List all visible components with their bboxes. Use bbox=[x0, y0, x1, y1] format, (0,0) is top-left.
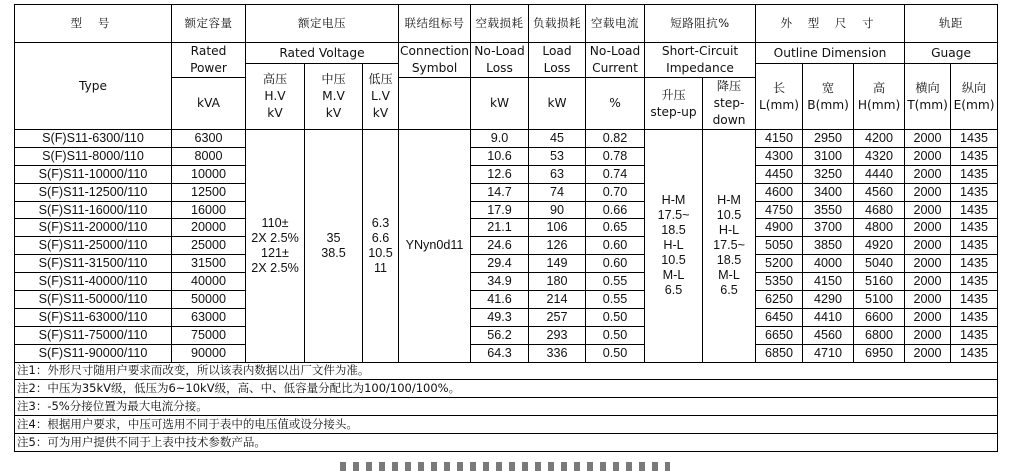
load-loss-line-1: Load bbox=[542, 44, 572, 58]
table-row bbox=[15, 130, 998, 148]
cell-length: 4900 bbox=[756, 219, 803, 237]
transformer-spec-table bbox=[14, 4, 998, 452]
table-row bbox=[15, 255, 998, 273]
cell-length: 6650 bbox=[756, 326, 803, 344]
cell-step-up-line: 18.5 bbox=[661, 223, 686, 238]
cell-power: 50000 bbox=[172, 291, 246, 309]
cell-step-down-line: H-M bbox=[717, 193, 741, 208]
cell-longitudinal: 1435 bbox=[951, 308, 998, 326]
hv-unit: kV bbox=[267, 106, 283, 120]
cell-hv-line: 2X 2.5% bbox=[251, 260, 299, 275]
cell-no-load-current: 0.50 bbox=[586, 308, 645, 326]
transverse-cn: 横向 bbox=[915, 80, 940, 95]
cell-no-load-current: 0.66 bbox=[586, 201, 645, 219]
cell-transverse: 2000 bbox=[905, 273, 951, 291]
cell-step-up bbox=[645, 130, 703, 363]
cell-step-up-line: 17.5~ bbox=[657, 208, 690, 223]
cell-mv-line: 35 bbox=[326, 230, 341, 245]
cell-step-down-line: M-L bbox=[718, 268, 740, 283]
cell-power: 25000 bbox=[172, 237, 246, 255]
cell-load-loss: 149 bbox=[529, 255, 586, 273]
cell-hv-line: 121± bbox=[261, 245, 289, 260]
cell-load-loss: 214 bbox=[529, 291, 586, 309]
cell-transverse: 2000 bbox=[905, 291, 951, 309]
cell-length: 6450 bbox=[756, 308, 803, 326]
cell-lv-line: 10.5 bbox=[368, 245, 393, 260]
cell-transverse: 2000 bbox=[905, 219, 951, 237]
header-type-en: Type bbox=[15, 43, 172, 130]
cell-height: 6600 bbox=[854, 308, 905, 326]
step-up-en: step-up bbox=[650, 104, 697, 119]
cell-no-load-current: 0.60 bbox=[586, 237, 645, 255]
mv-en: M.V bbox=[322, 89, 345, 103]
header-mv bbox=[305, 64, 363, 130]
header-height bbox=[854, 64, 905, 130]
header-no-load-current-cn: 空载电流 bbox=[586, 5, 645, 43]
cell-length: 4300 bbox=[756, 147, 803, 165]
cell-load-loss: 90 bbox=[529, 201, 586, 219]
cell-step-up-line: 6.5 bbox=[664, 283, 683, 298]
note-row bbox=[15, 398, 998, 416]
cell-length: 6250 bbox=[756, 291, 803, 309]
cell-height: 4560 bbox=[854, 183, 905, 201]
cell-no-load-current: 0.55 bbox=[586, 291, 645, 309]
cell-width: 4150 bbox=[803, 273, 854, 291]
cell-load-loss: 126 bbox=[529, 237, 586, 255]
cell-no-load-loss: 49.3 bbox=[471, 308, 529, 326]
cell-type: S(F)S11-8000/110 bbox=[15, 147, 172, 165]
cell-transverse: 2000 bbox=[905, 147, 951, 165]
cell-length: 6850 bbox=[756, 344, 803, 362]
cell-type: S(F)S11-25000/110 bbox=[15, 237, 172, 255]
cell-step-down-line: 18.5 bbox=[716, 253, 742, 268]
cropped-caption-fragment bbox=[340, 462, 670, 471]
note-text: 注5：可为用户提供不同于上表中技术参数产品。 bbox=[15, 433, 998, 451]
cell-power: 6300 bbox=[172, 130, 246, 148]
no-load-loss-line-2: Loss bbox=[486, 61, 513, 75]
header-impedance-cn: 短路阻抗% bbox=[645, 5, 756, 43]
cell-height: 5040 bbox=[854, 255, 905, 273]
cell-width: 3400 bbox=[803, 183, 854, 201]
cell-load-loss: 180 bbox=[529, 273, 586, 291]
header-rated-power-cn: 额定容量 bbox=[172, 5, 246, 43]
cell-step-down-line: H-L bbox=[718, 223, 740, 238]
cell-width: 4410 bbox=[803, 308, 854, 326]
cell-lv bbox=[363, 130, 399, 363]
header-step-up bbox=[645, 78, 703, 130]
unit-connection-blank bbox=[399, 78, 471, 130]
cell-power: 90000 bbox=[172, 344, 246, 362]
cell-type: S(F)S11-40000/110 bbox=[15, 273, 172, 291]
step-up-cn: 升压 bbox=[661, 87, 686, 102]
cell-longitudinal: 1435 bbox=[951, 201, 998, 219]
lv-cn: 低压 bbox=[368, 72, 393, 86]
cell-no-load-current: 0.74 bbox=[586, 165, 645, 183]
cell-lv-line: 6.6 bbox=[371, 230, 390, 245]
cell-longitudinal: 1435 bbox=[951, 273, 998, 291]
cell-step-up-line: 10.5 bbox=[661, 253, 686, 268]
cell-height: 6800 bbox=[854, 326, 905, 344]
cell-hv-line: 2X 2.5% bbox=[251, 230, 299, 245]
table-row bbox=[15, 344, 998, 362]
cell-mv-line: 38.5 bbox=[321, 245, 346, 260]
unit-no-load-loss: kW bbox=[471, 78, 529, 130]
table-row bbox=[15, 183, 998, 201]
table-row bbox=[15, 326, 998, 344]
cell-no-load-current: 0.50 bbox=[586, 344, 645, 362]
cell-power: 31500 bbox=[172, 255, 246, 273]
cell-lv-line: 6.3 bbox=[371, 215, 390, 230]
cell-step-up-line: H-M bbox=[661, 193, 686, 208]
cell-load-loss: 257 bbox=[529, 308, 586, 326]
cell-no-load-loss: 9.0 bbox=[471, 130, 529, 148]
header-no-load-current-en bbox=[586, 43, 645, 78]
cell-transverse: 2000 bbox=[905, 308, 951, 326]
header-longitudinal bbox=[951, 64, 998, 130]
cell-load-loss: 336 bbox=[529, 344, 586, 362]
cell-height: 4200 bbox=[854, 130, 905, 148]
cell-no-load-loss: 29.4 bbox=[471, 255, 529, 273]
cell-load-loss: 53 bbox=[529, 147, 586, 165]
cell-load-loss: 293 bbox=[529, 326, 586, 344]
cell-hv-line: 110± bbox=[261, 215, 289, 230]
cell-power: 20000 bbox=[172, 219, 246, 237]
cell-longitudinal: 1435 bbox=[951, 291, 998, 309]
header-row-english bbox=[15, 43, 998, 64]
header-lv bbox=[363, 64, 399, 130]
cell-height: 4920 bbox=[854, 237, 905, 255]
cell-width: 3550 bbox=[803, 201, 854, 219]
cell-type: S(F)S11-63000/110 bbox=[15, 308, 172, 326]
cell-type: S(F)S11-31500/110 bbox=[15, 255, 172, 273]
unit-power: kVA bbox=[172, 78, 246, 130]
cell-hv bbox=[246, 130, 305, 363]
cell-no-load-loss: 41.6 bbox=[471, 291, 529, 309]
mv-cn: 中压 bbox=[321, 72, 346, 86]
note-text: 注4：根据用户要求，中压可选用不同于表中的电压值或设分接头。 bbox=[15, 415, 998, 433]
cell-type: S(F)S11-90000/110 bbox=[15, 344, 172, 362]
impedance-line-1: Short-Circuit bbox=[661, 44, 739, 58]
table-row bbox=[15, 165, 998, 183]
header-no-load-loss-cn: 空载损耗 bbox=[471, 5, 529, 43]
cell-longitudinal: 1435 bbox=[951, 326, 998, 344]
header-width bbox=[803, 64, 854, 130]
cell-height: 4680 bbox=[854, 201, 905, 219]
cell-no-load-loss: 21.1 bbox=[471, 219, 529, 237]
header-gauge-cn: 轨距 bbox=[905, 5, 998, 43]
cell-type: S(F)S11-12500/110 bbox=[15, 183, 172, 201]
header-outline-en: Outline Dimension bbox=[756, 43, 905, 64]
cell-width: 4000 bbox=[803, 255, 854, 273]
header-load-loss-cn: 负载损耗 bbox=[529, 5, 586, 43]
cell-power: 16000 bbox=[172, 201, 246, 219]
no-load-current-line-2: Current bbox=[592, 61, 638, 75]
cell-height: 4440 bbox=[854, 165, 905, 183]
cell-transverse: 2000 bbox=[905, 237, 951, 255]
cell-step-down bbox=[703, 130, 756, 363]
header-step-down bbox=[703, 78, 756, 130]
height-en: H(mm) bbox=[857, 97, 901, 112]
cell-transverse: 2000 bbox=[905, 255, 951, 273]
lv-unit: kV bbox=[372, 106, 389, 120]
hv-en: H.V bbox=[264, 89, 286, 103]
longitudinal-cn: 纵向 bbox=[961, 80, 987, 95]
cell-transverse: 2000 bbox=[905, 344, 951, 362]
cell-longitudinal: 1435 bbox=[951, 183, 998, 201]
table-row bbox=[15, 291, 998, 309]
table-row bbox=[15, 147, 998, 165]
header-connection-cn: 联结组标号 bbox=[399, 5, 471, 43]
hv-cn: 高压 bbox=[262, 72, 288, 86]
cell-type: S(F)S11-10000/110 bbox=[15, 165, 172, 183]
width-cn: 宽 bbox=[821, 80, 835, 95]
lv-en: L.V bbox=[371, 89, 391, 103]
length-cn: 长 bbox=[772, 80, 786, 95]
note-row bbox=[15, 380, 998, 398]
step-down-cn: 降压 bbox=[716, 79, 742, 93]
cell-type: S(F)S11-50000/110 bbox=[15, 291, 172, 309]
step-down-en-1: step- bbox=[713, 96, 745, 110]
cell-no-load-loss: 34.9 bbox=[471, 273, 529, 291]
cell-length: 5050 bbox=[756, 237, 803, 255]
cell-step-up-line: M-L bbox=[662, 268, 685, 283]
note-row bbox=[15, 433, 998, 451]
table-row bbox=[15, 308, 998, 326]
header-rated-voltage-cn: 额定电压 bbox=[246, 5, 399, 43]
height-cn: 高 bbox=[872, 80, 886, 95]
cell-power: 8000 bbox=[172, 147, 246, 165]
cell-no-load-loss: 12.6 bbox=[471, 165, 529, 183]
table-row bbox=[15, 201, 998, 219]
cell-no-load-current: 0.55 bbox=[586, 273, 645, 291]
cell-width: 4710 bbox=[803, 344, 854, 362]
header-load-loss-en bbox=[529, 43, 586, 78]
cell-step-down-line: 10.5 bbox=[716, 208, 742, 223]
cell-longitudinal: 1435 bbox=[951, 237, 998, 255]
cell-length: 5200 bbox=[756, 255, 803, 273]
note-text: 注1：外形尺寸随用户要求而改变，所以该表内数据以出厂文件为准。 bbox=[15, 362, 998, 380]
cell-transverse: 2000 bbox=[905, 201, 951, 219]
unit-no-load-current: % bbox=[586, 78, 645, 130]
connection-line-1: Connection bbox=[400, 44, 469, 58]
cell-no-load-current: 0.50 bbox=[586, 326, 645, 344]
cell-longitudinal: 1435 bbox=[951, 255, 998, 273]
note-row bbox=[15, 362, 998, 380]
cell-load-loss: 106 bbox=[529, 219, 586, 237]
cell-width: 4290 bbox=[803, 291, 854, 309]
cell-length: 5350 bbox=[756, 273, 803, 291]
header-outline-cn: 外 型 尺 寸 bbox=[756, 5, 905, 43]
cell-no-load-current: 0.70 bbox=[586, 183, 645, 201]
cell-load-loss: 74 bbox=[529, 183, 586, 201]
cell-transverse: 2000 bbox=[905, 165, 951, 183]
cell-longitudinal: 1435 bbox=[951, 165, 998, 183]
note-text: 注2：中压为35kV级，低压为6~10kV级，高、中、低容量分配比为100/100/100%。 bbox=[15, 380, 998, 398]
cell-length: 4750 bbox=[756, 201, 803, 219]
cell-length: 4150 bbox=[756, 130, 803, 148]
cell-longitudinal: 1435 bbox=[951, 147, 998, 165]
note-text: 注3：-5%分接位置为最大电流分接。 bbox=[15, 398, 998, 416]
header-type-cn: 型 号 bbox=[15, 5, 172, 43]
cell-longitudinal: 1435 bbox=[951, 130, 998, 148]
header-rated-voltage-en: Rated Voltage bbox=[246, 43, 399, 64]
header-connection-en bbox=[399, 43, 471, 78]
width-en: B(mm) bbox=[807, 97, 849, 112]
cell-no-load-current: 0.65 bbox=[586, 219, 645, 237]
cell-type: S(F)S11-75000/110 bbox=[15, 326, 172, 344]
cell-transverse: 2000 bbox=[905, 326, 951, 344]
cell-no-load-current: 0.82 bbox=[586, 130, 645, 148]
table-row bbox=[15, 273, 998, 291]
cell-length: 4450 bbox=[756, 165, 803, 183]
cell-no-load-current: 0.78 bbox=[586, 147, 645, 165]
cell-height: 5100 bbox=[854, 291, 905, 309]
cell-no-load-loss: 24.6 bbox=[471, 237, 529, 255]
header-gauge-en: Guage bbox=[905, 43, 998, 64]
no-load-current-line-1: No-Load bbox=[589, 44, 641, 58]
transverse-en: T(mm) bbox=[907, 97, 948, 112]
cell-width: 3100 bbox=[803, 147, 854, 165]
note-row bbox=[15, 415, 998, 433]
table-row bbox=[15, 237, 998, 255]
cell-power: 75000 bbox=[172, 326, 246, 344]
header-rated-power-en bbox=[172, 43, 246, 78]
cell-height: 4800 bbox=[854, 219, 905, 237]
cell-width: 4560 bbox=[803, 326, 854, 344]
cell-height: 6950 bbox=[854, 344, 905, 362]
load-loss-line-2: Loss bbox=[543, 61, 571, 75]
cell-type: S(F)S11-20000/110 bbox=[15, 219, 172, 237]
cell-step-down-line: 17.5~ bbox=[713, 238, 745, 253]
length-en: L(mm) bbox=[758, 97, 800, 112]
cell-load-loss: 63 bbox=[529, 165, 586, 183]
cell-height: 5160 bbox=[854, 273, 905, 291]
cell-lv-line: 11 bbox=[373, 260, 388, 275]
cell-step-up-line: H-L bbox=[663, 238, 684, 253]
cell-load-loss: 45 bbox=[529, 130, 586, 148]
cell-no-load-loss: 56.2 bbox=[471, 326, 529, 344]
cell-width: 2950 bbox=[803, 130, 854, 148]
unit-load-loss: kW bbox=[529, 78, 586, 130]
cell-power: 63000 bbox=[172, 308, 246, 326]
connection-line-2: Symbol bbox=[411, 61, 458, 75]
cell-type: S(F)S11-16000/110 bbox=[15, 201, 172, 219]
cell-connection: YNyn0d11 bbox=[399, 130, 471, 363]
step-down-en-2: down bbox=[712, 113, 746, 127]
cell-no-load-loss: 17.9 bbox=[471, 201, 529, 219]
rated-power-line-2: Power bbox=[190, 61, 227, 75]
table-row bbox=[15, 219, 998, 237]
cell-transverse: 2000 bbox=[905, 130, 951, 148]
cell-no-load-loss: 14.7 bbox=[471, 183, 529, 201]
cell-power: 12500 bbox=[172, 183, 246, 201]
mv-unit: kV bbox=[325, 106, 342, 120]
cell-width: 3250 bbox=[803, 165, 854, 183]
cell-height: 4320 bbox=[854, 147, 905, 165]
no-load-loss-line-1: No-Load bbox=[474, 44, 525, 58]
header-no-load-loss-en bbox=[471, 43, 529, 78]
cell-step-down-line: 6.5 bbox=[720, 283, 738, 298]
cell-mv bbox=[305, 130, 363, 363]
header-row-chinese bbox=[15, 5, 998, 43]
cell-type: S(F)S11-6300/110 bbox=[15, 130, 172, 148]
header-hv bbox=[246, 64, 305, 130]
cell-no-load-loss: 10.6 bbox=[471, 147, 529, 165]
cell-no-load-current: 0.60 bbox=[586, 255, 645, 273]
header-transverse bbox=[905, 64, 951, 130]
cell-width: 3850 bbox=[803, 237, 854, 255]
cell-longitudinal: 1435 bbox=[951, 219, 998, 237]
cell-no-load-loss: 64.3 bbox=[471, 344, 529, 362]
header-length bbox=[756, 64, 803, 130]
longitudinal-en: E(mm) bbox=[953, 97, 995, 112]
header-impedance-en bbox=[645, 43, 756, 78]
cell-power: 40000 bbox=[172, 273, 246, 291]
cell-width: 3700 bbox=[803, 219, 854, 237]
rated-power-line-1: Rated bbox=[190, 44, 227, 58]
cell-transverse: 2000 bbox=[905, 183, 951, 201]
cell-longitudinal: 1435 bbox=[951, 344, 998, 362]
cell-length: 4600 bbox=[756, 183, 803, 201]
cell-power: 10000 bbox=[172, 165, 246, 183]
impedance-line-2: Impedance bbox=[666, 61, 734, 75]
